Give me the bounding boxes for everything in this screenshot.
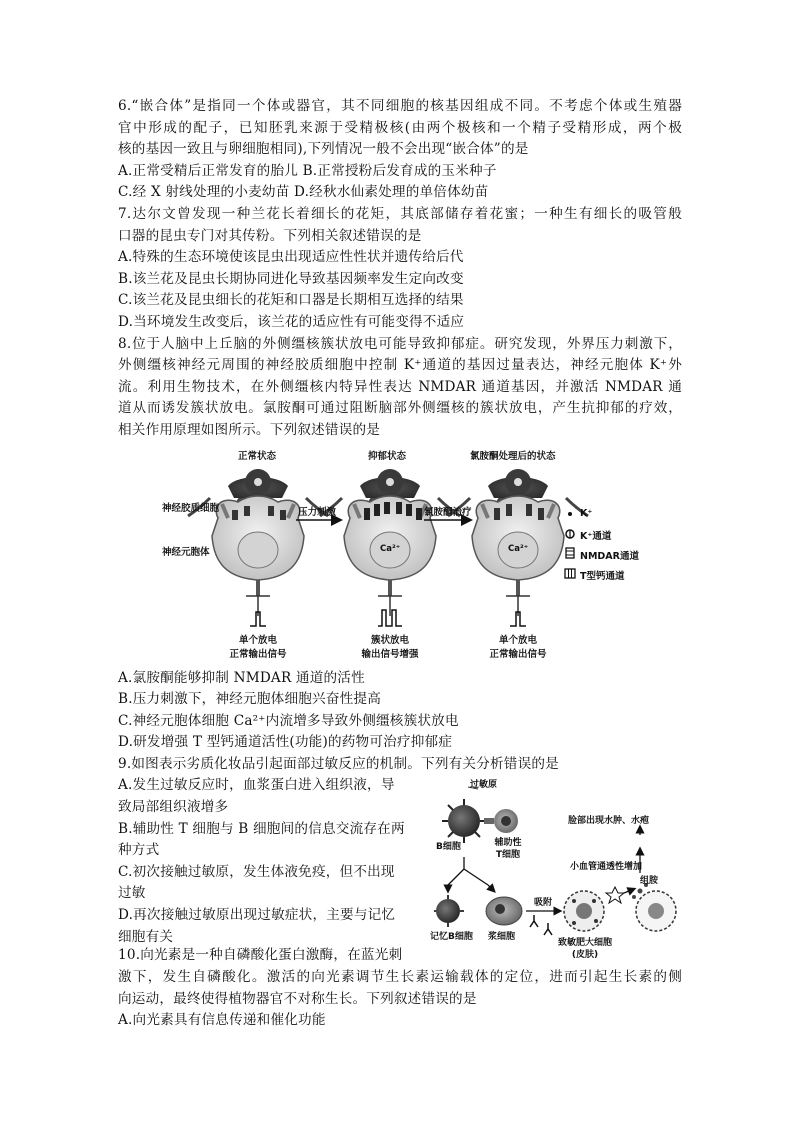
q7-option-c: C.该兰花及昆虫细长的花矩和口器是长期相互选择的结果 xyxy=(118,292,464,309)
q6-stem-line3: 核的基因一致且与卵细胞相同),下列情况一般不会出现“嵌合体”的是 xyxy=(118,141,529,158)
plasma-cell-shape xyxy=(486,897,522,925)
q10-stem-line1: 10.向光素是一种自磷酸化蛋白激酶，在蓝光刺 xyxy=(118,947,403,964)
mast-cell-shape xyxy=(564,891,604,931)
q9-option-a-1: A.发生过敏反应时，血浆蛋白进入组织液，导 xyxy=(118,777,395,794)
neuron-mechanism-figure xyxy=(118,446,682,668)
label-ca-2: Ca²⁺ xyxy=(380,543,401,554)
q9-option-a-2: 致局部组织液增多 xyxy=(118,799,229,816)
label-depressed-state: 抑郁状态 xyxy=(368,450,407,462)
legend-tca-icon xyxy=(565,569,575,578)
label-mast-cell: 致敏肥大细胞 xyxy=(557,938,612,949)
label-output3-b: 正常输出信号 xyxy=(489,648,547,660)
label-output2-a: 簇状放电 xyxy=(370,634,409,646)
q9-option-c-1: C.初次接触过敏原，发生体液免疫，但不出现 xyxy=(118,863,395,880)
q6-options-cd: C.经 X 射线处理的小麦幼苗 D.经秋水仙素处理的单倍体幼苗 xyxy=(118,184,489,201)
q7-option-a: A.特殊的生态环境使该昆虫出现适应性性状并遗传给后代 xyxy=(118,249,464,266)
q10-stem-line2: 激下，发生自磷酸化。激活的向光素调节生长素运输载体的定位，进而引起生长素的侧 xyxy=(118,969,682,986)
memory-bcell-shape xyxy=(434,895,464,927)
q9-option-c-2: 过敏 xyxy=(118,885,146,902)
legend-k-label: K⁺ xyxy=(580,507,593,519)
label-glia: 神经胶质细胞 xyxy=(162,502,220,514)
q8-stem-line1: 8.位于人脑中上丘脑的外侧缰核簇状放电可能导致抑郁症。研究发现，外界压力刺激下， xyxy=(118,335,682,352)
legend-kchannel-label: K⁺通道 xyxy=(580,530,612,542)
label-memory-bcell: 记忆B细胞 xyxy=(430,932,473,943)
legend-tca-label: T型钙通道 xyxy=(580,570,625,582)
q7-stem-line1: 7.达尔文曾发现一种兰花长着细长的花矩，其底部储存着花蜜；一种生有细长的吸管般 xyxy=(118,205,682,222)
allergy-mechanism-figure xyxy=(430,777,682,963)
exam-page xyxy=(118,96,682,1032)
q7-stem-line2: 口器的昆虫专门对其传粉。下列相关叙述错误的是 xyxy=(118,227,422,244)
legend-k-dot xyxy=(568,512,572,516)
label-output1-b: 正常输出信号 xyxy=(229,648,287,660)
label-output2-b: 输出信号增强 xyxy=(361,648,419,660)
q10-stem-line3: 向运动，最终使得植物器官不对称生长。下列叙述错误的是 xyxy=(118,990,477,1007)
label-stress-arrow: 压力刺激 xyxy=(298,506,337,518)
q9-options xyxy=(118,775,424,948)
degranulating-cell-shape xyxy=(632,883,676,931)
q8-option-c: C.神经元胞体细胞 Ca²⁺内流增多导致外侧缰核簇状放电 xyxy=(118,712,459,729)
label-th-2: T细胞 xyxy=(495,850,521,861)
q8-stem-line2: 外侧缰核神经元周围的神经胶质细胞中控制 K⁺通道的基因过量表达，神经元胞体 K⁺外 xyxy=(118,357,682,374)
label-plasma-cell: 浆细胞 xyxy=(488,932,516,943)
q9-option-b-2: 种方式 xyxy=(118,842,160,859)
label-adsorb: 吸附 xyxy=(534,898,553,909)
q8-stem-line4: 道从而诱发簇状放电。氯胺酮可通过阻断脑部外侧缰核的簇状放电，产生抗抑郁的疗效， xyxy=(118,400,682,417)
label-ketamine-arrow: 氯胺酮治疗 xyxy=(424,506,472,518)
q6-stem-line2: 官中形成的配子，已知胚乳来源于受精极核(由两个极核和一个精子受精形成，两个极 xyxy=(118,119,682,136)
q8-option-d: D.研发增强 T 型钙通道活性(功能)的药物可治疗抑郁症 xyxy=(118,734,453,751)
q9-option-d-1: D.再次接触过敏原出现过敏症状，主要与记忆 xyxy=(118,907,396,924)
label-permeability: 小血管通透性增加 xyxy=(570,862,643,873)
label-output3-a: 单个放电 xyxy=(498,634,537,646)
q6-options-ab: A.正常受精后正常发育的胎儿 B.正常授粉后发育成的玉米种子 xyxy=(118,162,497,179)
bcell-shape xyxy=(442,799,486,843)
q9-option-b-1: B.辅助性 T 细胞与 B 细胞间的信息交流存在两 xyxy=(118,820,405,837)
label-symptom: 脸部出现水肿、水疱 xyxy=(568,816,650,827)
label-allergen: 过敏原 xyxy=(470,780,498,791)
label-skin: (皮肤) xyxy=(571,950,599,961)
q7-option-b: B.该兰花及昆虫长期协同进化导致基因频率发生定向改变 xyxy=(118,270,464,287)
q9-option-d-2: 细胞有关 xyxy=(118,928,174,945)
q8-option-b: B.压力刺激下，神经元胞体细胞兴奋性提高 xyxy=(118,691,381,708)
legend-nmdar-label: NMDAR通道 xyxy=(580,550,639,562)
label-normal-state: 正常状态 xyxy=(238,450,277,462)
label-th-1: 辅助性 xyxy=(494,838,522,849)
legend-nmdar-icon xyxy=(566,548,574,558)
q9-stem: 9.如图表示劣质化妆品引起面部过敏反应的机制。下列有关分析错误的是 xyxy=(118,755,559,772)
q8-stem-line3: 流。利用生物技术，在外侧缰核内特异性表达 NMDAR 通道基因，并激活 NMDAR 通 xyxy=(118,378,682,395)
q10-option-a: A.向光素具有信息传递和催化功能 xyxy=(118,1012,326,1029)
label-ketamine-state: 氯胺酮处理后的状态 xyxy=(470,450,556,462)
label-output1-a: 单个放电 xyxy=(238,634,277,646)
q6-stem-line1: 6.“嵌合体”是指同一个体或器官，其不同细胞的核基因组成不同。不考虑个体或生殖器 xyxy=(118,98,682,114)
tcell-shape xyxy=(484,809,518,833)
q7-option-d: D.当环境发生改变后，该兰花的适应性有可能变得不适应 xyxy=(118,313,465,330)
label-bcell: B细胞 xyxy=(436,842,461,853)
label-soma: 神经元胞体 xyxy=(162,546,210,558)
q8-stem-line5: 相关作用原理如图所示。下列叙述错误的是 xyxy=(118,421,381,438)
label-histamine: 组胺 xyxy=(640,876,659,887)
label-ca-3: Ca²⁺ xyxy=(508,543,529,554)
q8-option-a: A.氯胺酮能够抑制 NMDAR 通道的活性 xyxy=(118,669,365,686)
